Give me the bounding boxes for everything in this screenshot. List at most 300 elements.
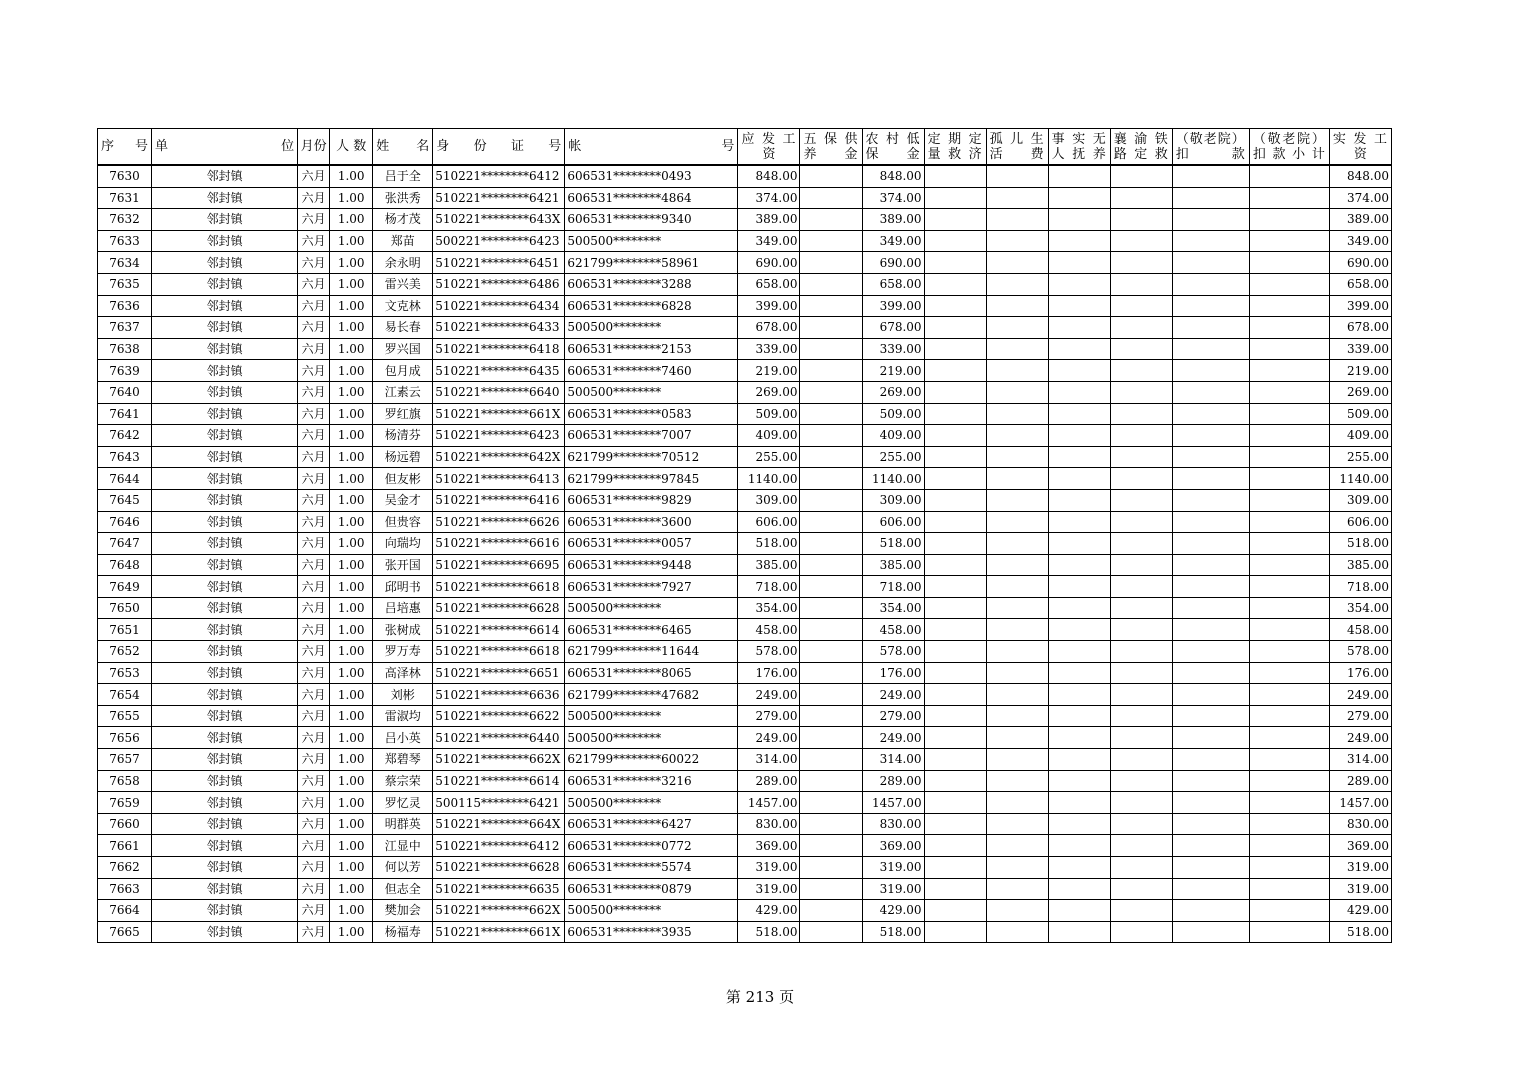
id-cell: 510221********6440 <box>433 727 565 749</box>
wubao-cell <box>800 403 862 425</box>
de-facto-cell <box>1048 619 1110 641</box>
net-pay-cell: 374.00 <box>1329 187 1391 209</box>
net-pay-cell: 369.00 <box>1329 835 1391 857</box>
unit-cell: 邻封镇 <box>152 403 298 425</box>
railway-cell <box>1110 770 1172 792</box>
count-cell: 1.00 <box>330 878 373 900</box>
account-cell: 606531********7007 <box>565 425 738 447</box>
fixed-aid-cell <box>924 360 986 382</box>
de-facto-cell <box>1048 770 1110 792</box>
de-facto-cell <box>1048 554 1110 576</box>
table-row <box>98 165 1392 187</box>
id-cell: 510221********6451 <box>433 252 565 274</box>
table-row <box>98 662 1392 684</box>
account-cell: 606531********0493 <box>565 165 738 187</box>
de-facto-cell <box>1048 381 1110 403</box>
table-row <box>98 425 1392 447</box>
dibao-cell: 409.00 <box>862 425 924 447</box>
month-cell: 六月 <box>298 187 330 209</box>
month-cell: 六月 <box>298 684 330 706</box>
id-cell: 510221********6412 <box>433 835 565 857</box>
unit-cell: 邻封镇 <box>152 597 298 619</box>
nursing-subtotal-cell <box>1249 554 1329 576</box>
orphan-cell <box>986 446 1048 468</box>
month-cell: 六月 <box>298 511 330 533</box>
table-row <box>98 295 1392 317</box>
table-row <box>98 641 1392 663</box>
name-cell: 何以芳 <box>373 857 433 879</box>
table-row <box>98 684 1392 706</box>
table-row <box>98 489 1392 511</box>
dibao-cell: 349.00 <box>862 230 924 252</box>
wubao-cell <box>800 338 862 360</box>
net-pay-cell: 349.00 <box>1329 230 1391 252</box>
nursing-subtotal-cell <box>1249 338 1329 360</box>
nursing-subtotal-cell <box>1249 921 1329 943</box>
id-cell: 510221********6416 <box>433 489 565 511</box>
railway-cell <box>1110 252 1172 274</box>
account-cell: 606531********0057 <box>565 533 738 555</box>
railway-cell <box>1110 165 1172 187</box>
account-cell: 500500******** <box>565 792 738 814</box>
id-cell: 510221********6636 <box>433 684 565 706</box>
count-cell: 1.00 <box>330 597 373 619</box>
nursing-deduct-cell <box>1172 165 1249 187</box>
account-cell: 606531********9340 <box>565 209 738 231</box>
railway-cell <box>1110 597 1172 619</box>
account-cell: 621799********47682 <box>565 684 738 706</box>
railway-cell <box>1110 425 1172 447</box>
unit-cell: 邻封镇 <box>152 792 298 814</box>
table-row <box>98 381 1392 403</box>
de-facto-cell <box>1048 165 1110 187</box>
count-cell: 1.00 <box>330 187 373 209</box>
account-cell: 606531********5574 <box>565 857 738 879</box>
seq-cell: 7657 <box>98 749 152 771</box>
unit-cell: 邻封镇 <box>152 317 298 339</box>
table-row <box>98 230 1392 252</box>
month-cell: 六月 <box>298 619 330 641</box>
nursing-deduct-cell <box>1172 749 1249 771</box>
net-pay-cell: 249.00 <box>1329 727 1391 749</box>
net-pay-cell: 249.00 <box>1329 684 1391 706</box>
count-cell: 1.00 <box>330 900 373 922</box>
nursing-deduct-cell <box>1172 705 1249 727</box>
nursing-deduct-cell <box>1172 878 1249 900</box>
de-facto-cell <box>1048 425 1110 447</box>
nursing-subtotal-cell <box>1249 857 1329 879</box>
net-pay-cell: 309.00 <box>1329 489 1391 511</box>
nursing-deduct-cell <box>1172 533 1249 555</box>
seq-cell: 7644 <box>98 468 152 490</box>
de-facto-cell <box>1048 446 1110 468</box>
unit-cell: 邻封镇 <box>152 554 298 576</box>
account-cell: 500500******** <box>565 900 738 922</box>
net-pay-cell: 830.00 <box>1329 813 1391 835</box>
railway-cell <box>1110 813 1172 835</box>
name-cell: 杨清芬 <box>373 425 433 447</box>
nursing-deduct-cell <box>1172 403 1249 425</box>
orphan-cell <box>986 403 1048 425</box>
gross-pay-cell: 429.00 <box>738 900 800 922</box>
gross-pay-cell: 269.00 <box>738 381 800 403</box>
header-fixed-aid: 定 期 定 量 救 济 <box>924 129 986 166</box>
header-row <box>98 129 1392 166</box>
railway-cell <box>1110 705 1172 727</box>
count-cell: 1.00 <box>330 338 373 360</box>
dibao-cell: 369.00 <box>862 835 924 857</box>
fixed-aid-cell <box>924 749 986 771</box>
orphan-cell <box>986 252 1048 274</box>
net-pay-cell: 354.00 <box>1329 597 1391 619</box>
seq-cell: 7656 <box>98 727 152 749</box>
id-cell: 510221********6628 <box>433 857 565 879</box>
id-cell: 510221********643X <box>433 209 565 231</box>
nursing-subtotal-cell <box>1249 878 1329 900</box>
count-cell: 1.00 <box>330 403 373 425</box>
de-facto-cell <box>1048 705 1110 727</box>
seq-cell: 7652 <box>98 641 152 663</box>
gross-pay-cell: 690.00 <box>738 252 800 274</box>
name-cell: 包月成 <box>373 360 433 382</box>
fixed-aid-cell <box>924 403 986 425</box>
net-pay-cell: 518.00 <box>1329 921 1391 943</box>
name-cell: 吴金才 <box>373 489 433 511</box>
railway-cell <box>1110 878 1172 900</box>
de-facto-cell <box>1048 252 1110 274</box>
nursing-subtotal-cell <box>1249 403 1329 425</box>
net-pay-cell: 389.00 <box>1329 209 1391 231</box>
count-cell: 1.00 <box>330 360 373 382</box>
count-cell: 1.00 <box>330 835 373 857</box>
railway-cell <box>1110 295 1172 317</box>
nursing-subtotal-cell <box>1249 295 1329 317</box>
gross-pay-cell: 458.00 <box>738 619 800 641</box>
net-pay-cell: 176.00 <box>1329 662 1391 684</box>
fixed-aid-cell <box>924 705 986 727</box>
orphan-cell <box>986 317 1048 339</box>
month-cell: 六月 <box>298 727 330 749</box>
name-cell: 但志全 <box>373 878 433 900</box>
table-row <box>98 360 1392 382</box>
table-row <box>98 770 1392 792</box>
orphan-cell <box>986 209 1048 231</box>
account-cell: 500500******** <box>565 317 738 339</box>
orphan-cell <box>986 878 1048 900</box>
dibao-cell: 249.00 <box>862 684 924 706</box>
name-cell: 余永明 <box>373 252 433 274</box>
nursing-subtotal-cell <box>1249 662 1329 684</box>
table-row <box>98 576 1392 598</box>
table-row <box>98 403 1392 425</box>
id-cell: 500115********6421 <box>433 792 565 814</box>
table-row <box>98 597 1392 619</box>
seq-cell: 7664 <box>98 900 152 922</box>
gross-pay-cell: 249.00 <box>738 727 800 749</box>
account-cell: 621799********58961 <box>565 252 738 274</box>
orphan-cell <box>986 813 1048 835</box>
nursing-subtotal-cell <box>1249 770 1329 792</box>
railway-cell <box>1110 576 1172 598</box>
dibao-cell: 309.00 <box>862 489 924 511</box>
id-cell: 510221********6486 <box>433 273 565 295</box>
table-row <box>98 317 1392 339</box>
gross-pay-cell: 219.00 <box>738 360 800 382</box>
fixed-aid-cell <box>924 792 986 814</box>
nursing-deduct-cell <box>1172 727 1249 749</box>
orphan-cell <box>986 921 1048 943</box>
month-cell: 六月 <box>298 770 330 792</box>
seq-cell: 7641 <box>98 403 152 425</box>
id-cell: 510221********6412 <box>433 165 565 187</box>
wubao-cell <box>800 813 862 835</box>
de-facto-cell <box>1048 727 1110 749</box>
name-cell: 刘彬 <box>373 684 433 706</box>
id-cell: 510221********6618 <box>433 641 565 663</box>
table-row <box>98 835 1392 857</box>
de-facto-cell <box>1048 662 1110 684</box>
net-pay-cell: 219.00 <box>1329 360 1391 382</box>
net-pay-cell: 718.00 <box>1329 576 1391 598</box>
table-row <box>98 338 1392 360</box>
orphan-cell <box>986 597 1048 619</box>
nursing-deduct-cell <box>1172 813 1249 835</box>
gross-pay-cell: 409.00 <box>738 425 800 447</box>
nursing-subtotal-cell <box>1249 165 1329 187</box>
account-cell: 606531********6828 <box>565 295 738 317</box>
railway-cell <box>1110 533 1172 555</box>
month-cell: 六月 <box>298 813 330 835</box>
nursing-deduct-cell <box>1172 317 1249 339</box>
nursing-deduct-cell <box>1172 792 1249 814</box>
month-cell: 六月 <box>298 446 330 468</box>
wubao-cell <box>800 533 862 555</box>
account-cell: 606531********0583 <box>565 403 738 425</box>
nursing-deduct-cell <box>1172 489 1249 511</box>
gross-pay-cell: 339.00 <box>738 338 800 360</box>
month-cell: 六月 <box>298 857 330 879</box>
dibao-cell: 578.00 <box>862 641 924 663</box>
seq-cell: 7635 <box>98 273 152 295</box>
month-cell: 六月 <box>298 425 330 447</box>
nursing-subtotal-cell <box>1249 468 1329 490</box>
de-facto-cell <box>1048 878 1110 900</box>
gross-pay-cell: 249.00 <box>738 684 800 706</box>
nursing-subtotal-cell <box>1249 792 1329 814</box>
name-cell: 向瑞均 <box>373 533 433 555</box>
dibao-cell: 339.00 <box>862 338 924 360</box>
orphan-cell <box>986 576 1048 598</box>
fixed-aid-cell <box>924 554 986 576</box>
seq-cell: 7631 <box>98 187 152 209</box>
gross-pay-cell: 354.00 <box>738 597 800 619</box>
name-cell: 张洪秀 <box>373 187 433 209</box>
de-facto-cell <box>1048 857 1110 879</box>
count-cell: 1.00 <box>330 641 373 663</box>
count-cell: 1.00 <box>330 727 373 749</box>
count-cell: 1.00 <box>330 813 373 835</box>
net-pay-cell: 658.00 <box>1329 273 1391 295</box>
railway-cell <box>1110 835 1172 857</box>
orphan-cell <box>986 662 1048 684</box>
account-cell: 606531********6427 <box>565 813 738 835</box>
month-cell: 六月 <box>298 252 330 274</box>
id-cell: 510221********664X <box>433 813 565 835</box>
wubao-cell <box>800 749 862 771</box>
orphan-cell <box>986 381 1048 403</box>
account-cell: 606531********2153 <box>565 338 738 360</box>
fixed-aid-cell <box>924 338 986 360</box>
nursing-deduct-cell <box>1172 381 1249 403</box>
dibao-cell: 718.00 <box>862 576 924 598</box>
railway-cell <box>1110 360 1172 382</box>
seq-cell: 7632 <box>98 209 152 231</box>
gross-pay-cell: 255.00 <box>738 446 800 468</box>
dibao-cell: 219.00 <box>862 360 924 382</box>
name-cell: 文克林 <box>373 295 433 317</box>
de-facto-cell <box>1048 597 1110 619</box>
header-orphan: 孤 儿 生 活 费 <box>986 129 1048 166</box>
id-cell: 510221********6626 <box>433 511 565 533</box>
month-cell: 六月 <box>298 900 330 922</box>
seq-cell: 7658 <box>98 770 152 792</box>
name-cell: 郑碧琴 <box>373 749 433 771</box>
net-pay-cell: 314.00 <box>1329 749 1391 771</box>
railway-cell <box>1110 317 1172 339</box>
fixed-aid-cell <box>924 252 986 274</box>
account-cell: 606531********8065 <box>565 662 738 684</box>
unit-cell: 邻封镇 <box>152 209 298 231</box>
de-facto-cell <box>1048 295 1110 317</box>
gross-pay-cell: 319.00 <box>738 857 800 879</box>
dibao-cell: 606.00 <box>862 511 924 533</box>
seq-cell: 7647 <box>98 533 152 555</box>
wubao-cell <box>800 165 862 187</box>
fixed-aid-cell <box>924 165 986 187</box>
nursing-deduct-cell <box>1172 511 1249 533</box>
header-nursing-deduct: （敬老院） 扣 款 <box>1172 129 1249 166</box>
month-cell: 六月 <box>298 273 330 295</box>
name-cell: 高泽林 <box>373 662 433 684</box>
nursing-deduct-cell <box>1172 338 1249 360</box>
dibao-cell: 385.00 <box>862 554 924 576</box>
orphan-cell <box>986 792 1048 814</box>
orphan-cell <box>986 425 1048 447</box>
wubao-cell <box>800 835 862 857</box>
unit-cell: 邻封镇 <box>152 900 298 922</box>
dibao-cell: 848.00 <box>862 165 924 187</box>
de-facto-cell <box>1048 489 1110 511</box>
dibao-cell: 389.00 <box>862 209 924 231</box>
gross-pay-cell: 289.00 <box>738 770 800 792</box>
account-cell: 606531********0772 <box>565 835 738 857</box>
gross-pay-cell: 389.00 <box>738 209 800 231</box>
account-cell: 621799********11644 <box>565 641 738 663</box>
dibao-cell: 518.00 <box>862 533 924 555</box>
name-cell: 罗兴国 <box>373 338 433 360</box>
de-facto-cell <box>1048 813 1110 835</box>
id-cell: 510221********6614 <box>433 619 565 641</box>
fixed-aid-cell <box>924 209 986 231</box>
wubao-cell <box>800 209 862 231</box>
header-railway: 襄 渝 铁 路 定 救 <box>1110 129 1172 166</box>
unit-cell: 邻封镇 <box>152 295 298 317</box>
dibao-cell: 1140.00 <box>862 468 924 490</box>
count-cell: 1.00 <box>330 273 373 295</box>
nursing-deduct-cell <box>1172 662 1249 684</box>
gross-pay-cell: 578.00 <box>738 641 800 663</box>
fixed-aid-cell <box>924 619 986 641</box>
fixed-aid-cell <box>924 511 986 533</box>
nursing-subtotal-cell <box>1249 489 1329 511</box>
dibao-cell: 690.00 <box>862 252 924 274</box>
de-facto-cell <box>1048 511 1110 533</box>
unit-cell: 邻封镇 <box>152 252 298 274</box>
railway-cell <box>1110 338 1172 360</box>
fixed-aid-cell <box>924 770 986 792</box>
id-cell: 510221********6435 <box>433 360 565 382</box>
gross-pay-cell: 718.00 <box>738 576 800 598</box>
table-row <box>98 705 1392 727</box>
table-row <box>98 727 1392 749</box>
dibao-cell: 314.00 <box>862 749 924 771</box>
net-pay-cell: 518.00 <box>1329 533 1391 555</box>
nursing-subtotal-cell <box>1249 813 1329 835</box>
unit-cell: 邻封镇 <box>152 338 298 360</box>
gross-pay-cell: 385.00 <box>738 554 800 576</box>
wubao-cell <box>800 317 862 339</box>
unit-cell: 邻封镇 <box>152 187 298 209</box>
month-cell: 六月 <box>298 317 330 339</box>
wubao-cell <box>800 727 862 749</box>
account-cell: 606531********3288 <box>565 273 738 295</box>
seq-cell: 7640 <box>98 381 152 403</box>
railway-cell <box>1110 921 1172 943</box>
unit-cell: 邻封镇 <box>152 705 298 727</box>
gross-pay-cell: 658.00 <box>738 273 800 295</box>
railway-cell <box>1110 230 1172 252</box>
id-cell: 510221********642X <box>433 446 565 468</box>
orphan-cell <box>986 360 1048 382</box>
fixed-aid-cell <box>924 878 986 900</box>
unit-cell: 邻封镇 <box>152 273 298 295</box>
de-facto-cell <box>1048 641 1110 663</box>
unit-cell: 邻封镇 <box>152 857 298 879</box>
seq-cell: 7650 <box>98 597 152 619</box>
seq-cell: 7655 <box>98 705 152 727</box>
net-pay-cell: 409.00 <box>1329 425 1391 447</box>
dibao-cell: 429.00 <box>862 900 924 922</box>
railway-cell <box>1110 792 1172 814</box>
gross-pay-cell: 176.00 <box>738 662 800 684</box>
net-pay-cell: 509.00 <box>1329 403 1391 425</box>
header-account: 帐 号 <box>565 129 738 166</box>
id-cell: 510221********662X <box>433 749 565 771</box>
name-cell: 明群英 <box>373 813 433 835</box>
dibao-cell: 249.00 <box>862 727 924 749</box>
table-body <box>98 165 1392 943</box>
gross-pay-cell: 319.00 <box>738 878 800 900</box>
id-cell: 510221********6418 <box>433 338 565 360</box>
account-cell: 606531********9829 <box>565 489 738 511</box>
header-name: 姓 名 <box>373 129 433 166</box>
orphan-cell <box>986 468 1048 490</box>
account-cell: 606531********7927 <box>565 576 738 598</box>
fixed-aid-cell <box>924 662 986 684</box>
orphan-cell <box>986 749 1048 771</box>
orphan-cell <box>986 511 1048 533</box>
net-pay-cell: 1457.00 <box>1329 792 1391 814</box>
